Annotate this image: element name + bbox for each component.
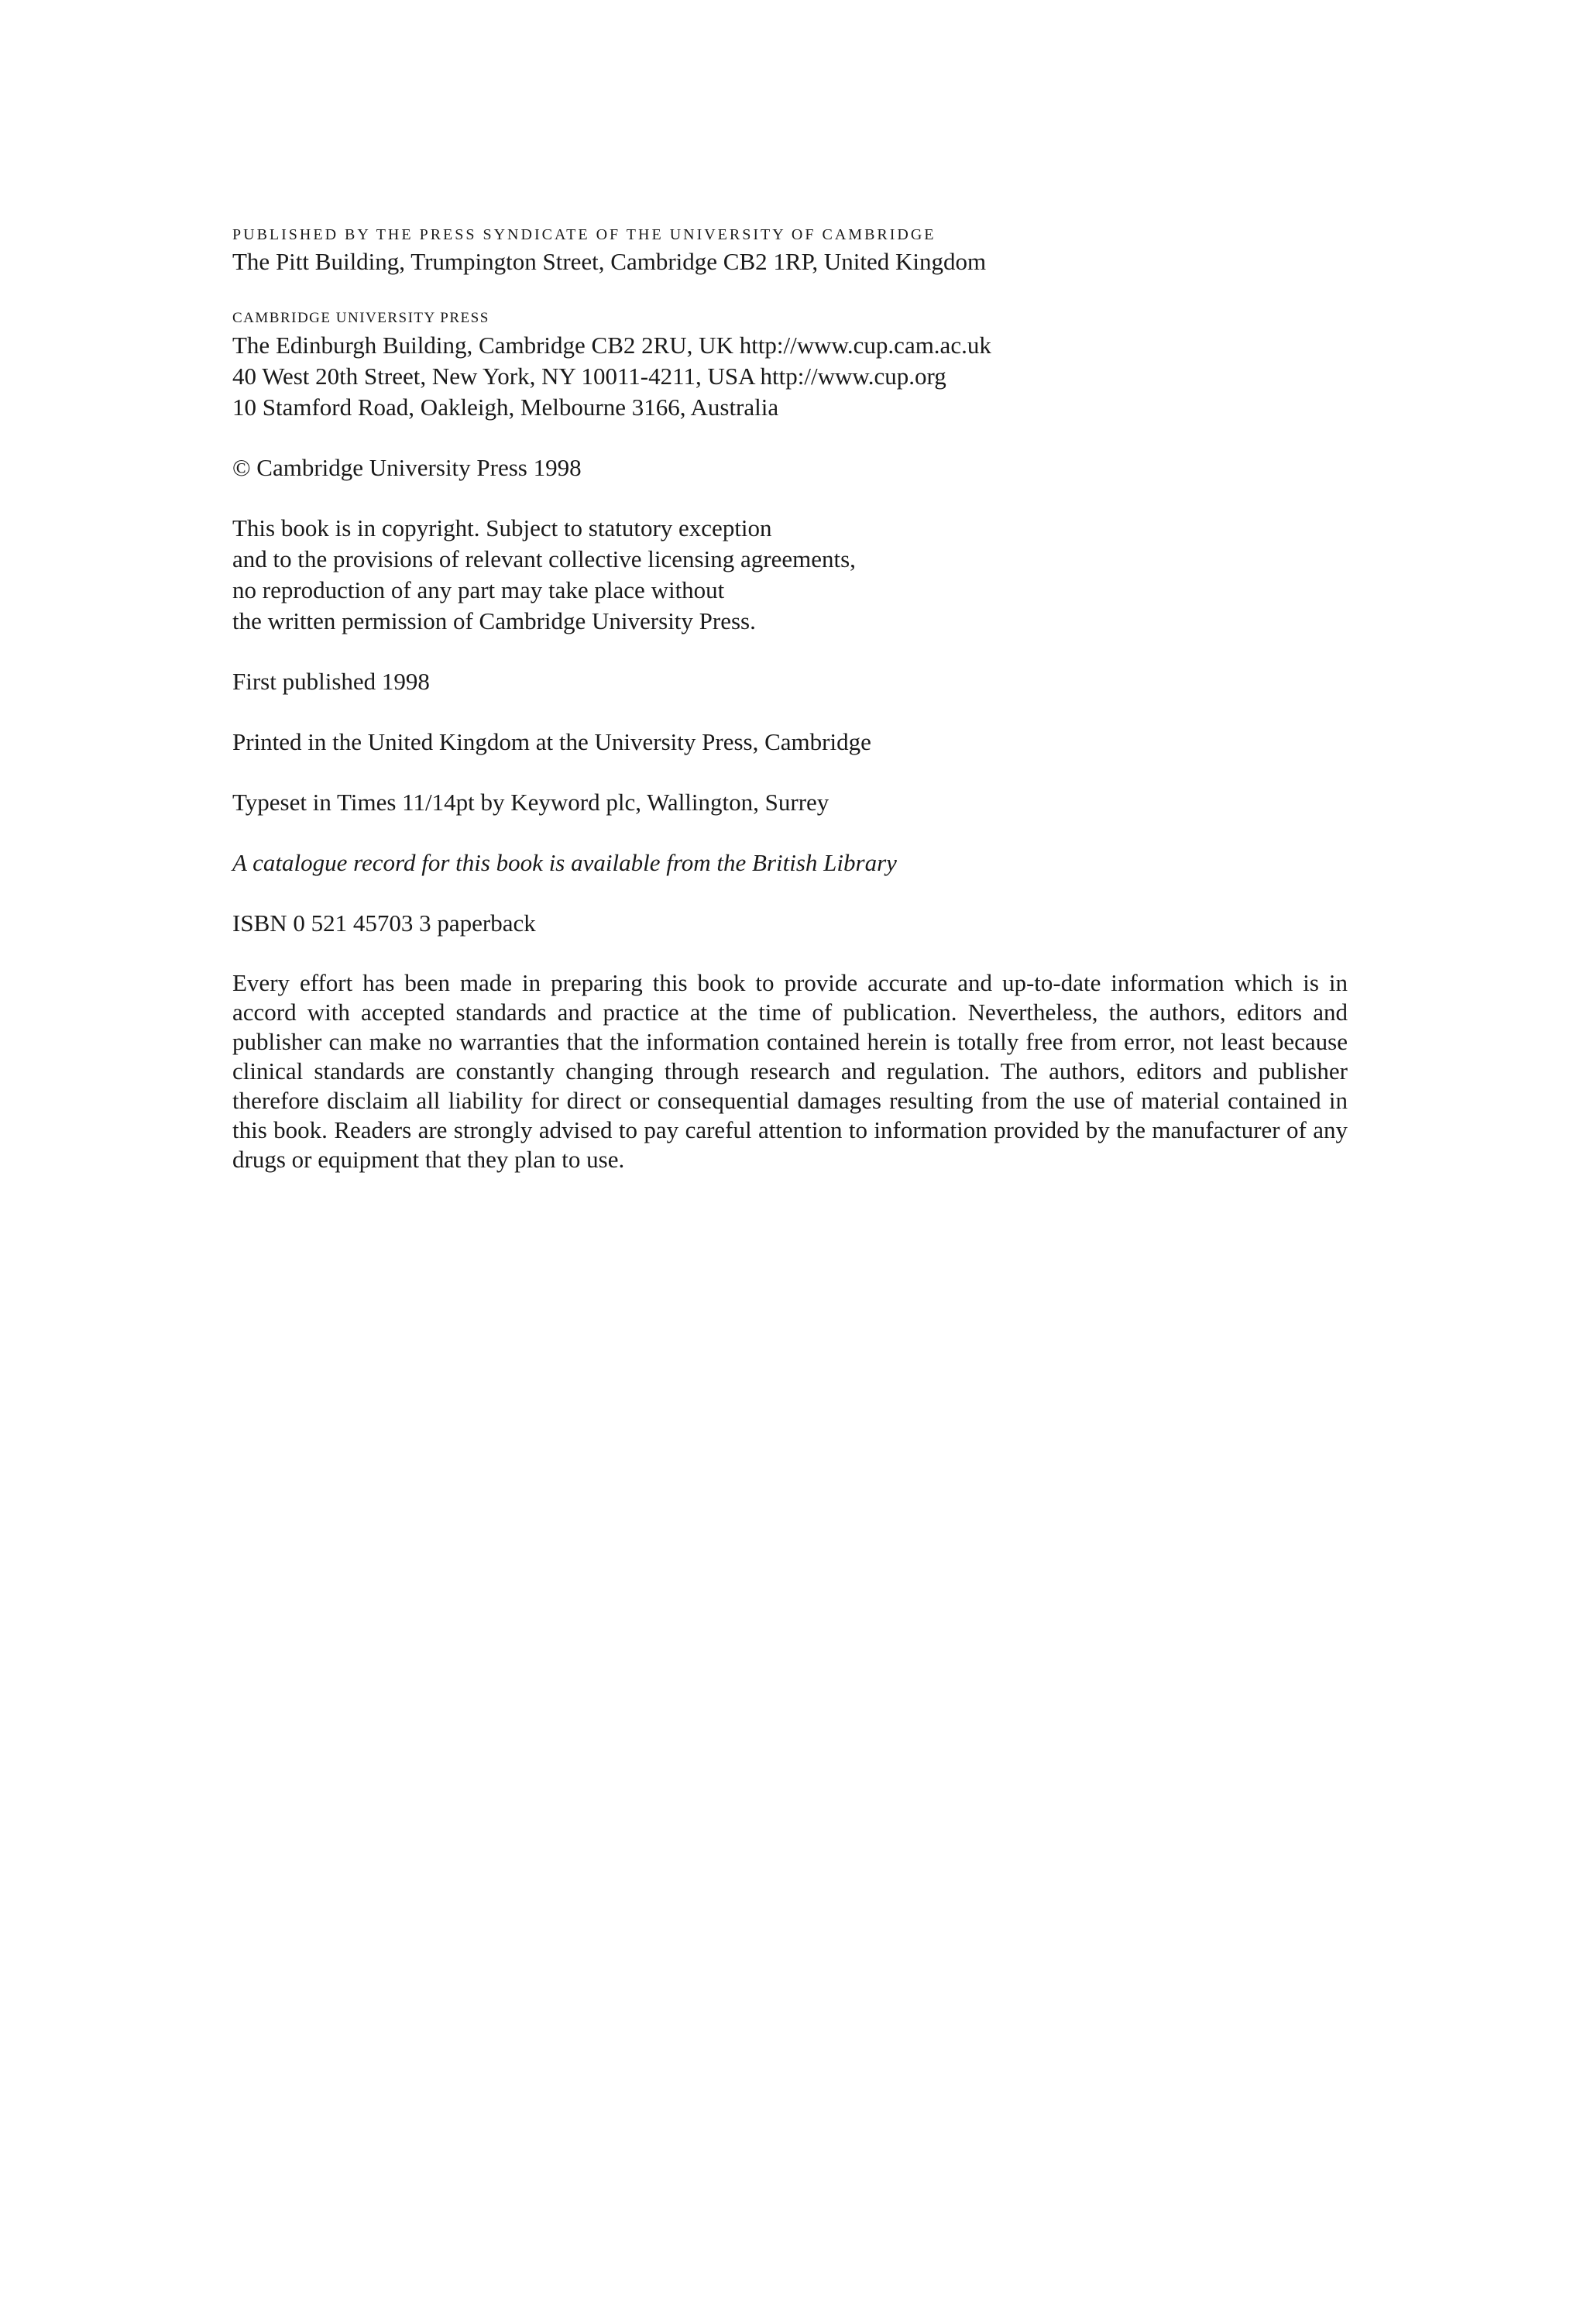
typeset-statement: Typeset in Times 11/14pt by Keyword plc, Wallington, Surrey: [232, 789, 830, 816]
printed-statement: Printed in the United Kingdom at the University Press, Cambridge: [232, 728, 871, 755]
address-line: The Edinburgh Building, Cambridge CB2 2RU, UK http://www.cup.cam.ac.uk: [232, 332, 991, 359]
copyright-notice-line: and to the provisions of relevant collective licensing agreements,: [232, 545, 856, 572]
press-name: CAMBRIDGE UNIVERSITY PRESS: [232, 310, 489, 326]
isbn: ISBN 0 521 45703 3 paperback: [232, 909, 536, 937]
catalogue-record: A catalogue record for this book is available from the British Library: [232, 849, 897, 876]
syndicate-address: The Pitt Building, Trumpington Street, Cambridge CB2 1RP, United Kingdom: [232, 248, 987, 275]
address-line: 10 Stamford Road, Oakleigh, Melbourne 3166, Australia: [232, 394, 779, 421]
address-line: 40 West 20th Street, New York, NY 10011-4211, USA http://www.cup.org: [232, 363, 946, 390]
copyright-notice-line: no reproduction of any part may take place without: [232, 576, 725, 603]
syndicate-line: PUBLISHED BY THE PRESS SYNDICATE OF THE UNIVERSITY OF CAMBRIDGE: [232, 226, 936, 243]
copyright-line: © Cambridge University Press 1998: [232, 454, 582, 481]
copyright-page: [232, 223, 1348, 1174]
first-published: First published 1998: [232, 668, 430, 695]
disclaimer-paragraph: Every effort has been made in preparing this book to provide accurate and up-to-date information which is in accord with accepted standards and practice at the time of publication. Nevertheless, the authors, editors and publisher can make no warranties that the information contained herein is totally free from error, not least because clinical standards are constantly changing through research and regulation. The authors, editors and publisher therefore disclaim all liability for direct or consequential damages resulting from the use of material contained in this book. Readers are strongly advised to pay careful attention to information provided by the manufacturer of any drugs or equipment that they plan to use.: [232, 969, 1348, 1173]
copyright-notice-line: the written permission of Cambridge University Press.: [232, 607, 756, 634]
copyright-notice-line: This book is in copyright. Subject to statutory exception: [232, 514, 772, 541]
